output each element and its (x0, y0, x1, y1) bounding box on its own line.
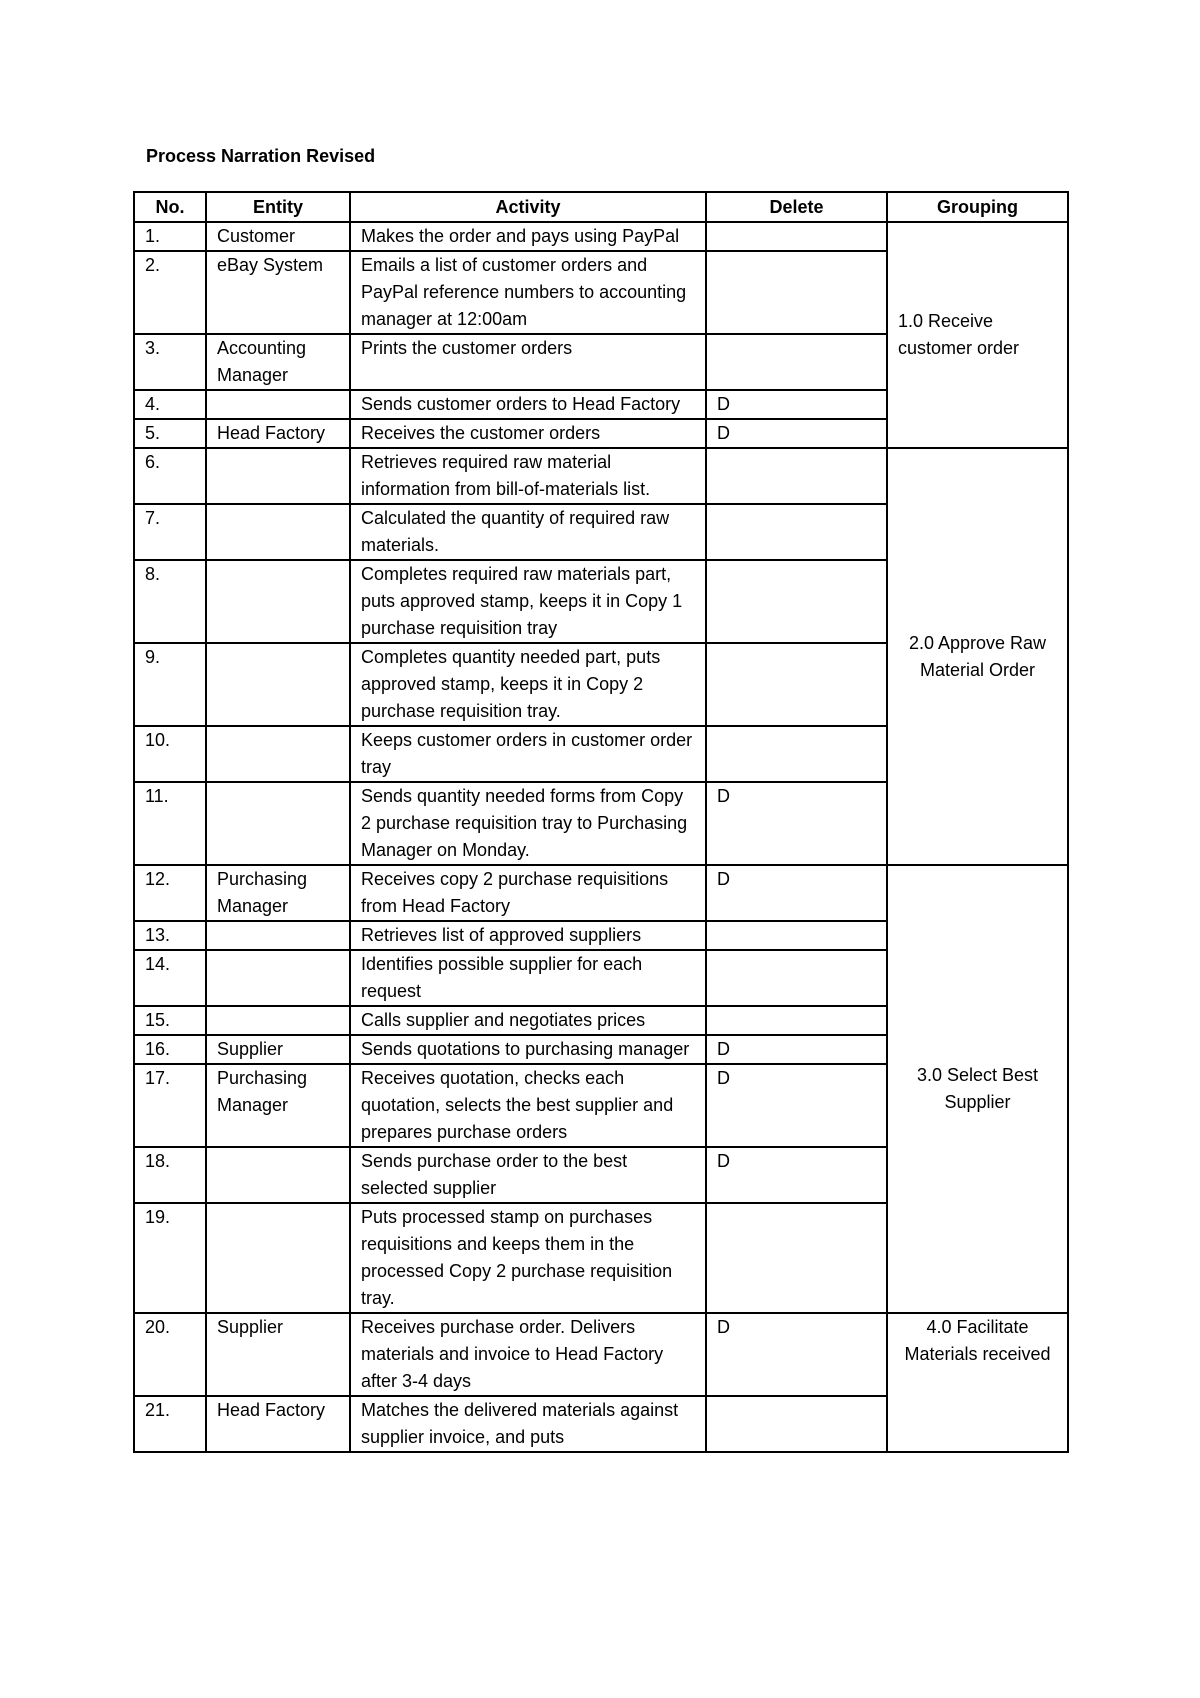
row-entity (206, 643, 350, 726)
header-entity: Entity (206, 192, 350, 222)
row-entity: Accounting Manager (206, 334, 350, 390)
row-entity: Supplier (206, 1313, 350, 1396)
row-no: 15. (134, 1006, 206, 1035)
header-activity: Activity (350, 192, 706, 222)
row-no: 10. (134, 726, 206, 782)
row-delete: D (706, 1147, 887, 1203)
row-entity: Purchasing Manager (206, 1064, 350, 1147)
row-delete: D (706, 390, 887, 419)
row-no: 11. (134, 782, 206, 865)
row-activity: Matches the delivered materials against supplier invoice, and puts (350, 1396, 706, 1452)
row-activity: Emails a list of customer orders and PayPal reference numbers to accounting manager at 12:00am (350, 251, 706, 334)
row-activity: Receives quotation, checks each quotation, selects the best supplier and prepares purchase orders (350, 1064, 706, 1147)
row-entity (206, 782, 350, 865)
row-delete: D (706, 1064, 887, 1147)
row-activity: Sends quantity needed forms from Copy 2 purchase requisition tray to Purchasing Manager on Monday. (350, 782, 706, 865)
row-no: 6. (134, 448, 206, 504)
row-delete (706, 504, 887, 560)
row-entity: Head Factory (206, 419, 350, 448)
header-no: No. (134, 192, 206, 222)
table-row (134, 1313, 1068, 1396)
row-activity: Makes the order and pays using PayPal (350, 222, 706, 251)
row-delete (706, 334, 887, 390)
row-activity: Retrieves required raw material information from bill-of-materials list. (350, 448, 706, 504)
row-no: 12. (134, 865, 206, 921)
row-delete: D (706, 1313, 887, 1396)
row-no: 16. (134, 1035, 206, 1064)
row-no: 13. (134, 921, 206, 950)
row-activity: Sends quotations to purchasing manager (350, 1035, 706, 1064)
header-delete: Delete (706, 192, 887, 222)
table-row (134, 222, 1068, 251)
process-narration-table (133, 191, 1069, 1453)
group-facilitate-materials-received: 4.0 Facilitate Materials received (887, 1313, 1068, 1452)
row-activity: Completes required raw materials part, puts approved stamp, keeps it in Copy 1 purchase requisition tray (350, 560, 706, 643)
row-no: 19. (134, 1203, 206, 1313)
row-no: 8. (134, 560, 206, 643)
row-entity (206, 921, 350, 950)
header-row (134, 192, 1068, 222)
row-no: 3. (134, 334, 206, 390)
row-activity: Identifies possible supplier for each request (350, 950, 706, 1006)
row-delete (706, 448, 887, 504)
row-entity: eBay System (206, 251, 350, 334)
row-activity: Puts processed stamp on purchases requisitions and keeps them in the processed Copy 2 purchase requisition tray. (350, 1203, 706, 1313)
row-delete (706, 950, 887, 1006)
row-entity (206, 560, 350, 643)
row-no: 20. (134, 1313, 206, 1396)
row-activity: Calculated the quantity of required raw materials. (350, 504, 706, 560)
row-activity: Receives purchase order. Delivers materials and invoice to Head Factory after 3-4 days (350, 1313, 706, 1396)
row-no: 21. (134, 1396, 206, 1452)
row-no: 4. (134, 390, 206, 419)
row-entity: Supplier (206, 1035, 350, 1064)
row-activity: Retrieves list of approved suppliers (350, 921, 706, 950)
row-entity (206, 950, 350, 1006)
row-no: 18. (134, 1147, 206, 1203)
row-activity: Receives the customer orders (350, 419, 706, 448)
row-no: 14. (134, 950, 206, 1006)
row-delete (706, 560, 887, 643)
row-delete (706, 921, 887, 950)
row-delete (706, 1006, 887, 1035)
row-entity: Customer (206, 222, 350, 251)
row-no: 17. (134, 1064, 206, 1147)
row-delete (706, 726, 887, 782)
row-entity (206, 390, 350, 419)
group-receive-customer-order: 1.0 Receive customer order (887, 222, 1068, 448)
row-delete (706, 251, 887, 334)
row-entity (206, 504, 350, 560)
group-approve-raw-material-order: 2.0 Approve Raw Material Order (887, 448, 1068, 865)
row-delete: D (706, 419, 887, 448)
row-entity (206, 1147, 350, 1203)
row-delete (706, 643, 887, 726)
row-activity: Completes quantity needed part, puts approved stamp, keeps it in Copy 2 purchase requisition tray. (350, 643, 706, 726)
row-activity: Sends purchase order to the best selected supplier (350, 1147, 706, 1203)
row-no: 1. (134, 222, 206, 251)
row-no: 5. (134, 419, 206, 448)
row-delete: D (706, 865, 887, 921)
row-entity: Head Factory (206, 1396, 350, 1452)
row-entity (206, 726, 350, 782)
header-grouping: Grouping (887, 192, 1068, 222)
row-activity: Calls supplier and negotiates prices (350, 1006, 706, 1035)
row-delete (706, 1203, 887, 1313)
row-no: 7. (134, 504, 206, 560)
table-row (134, 448, 1068, 504)
row-activity: Keeps customer orders in customer order tray (350, 726, 706, 782)
row-delete: D (706, 782, 887, 865)
row-activity: Sends customer orders to Head Factory (350, 390, 706, 419)
row-activity: Receives copy 2 purchase requisitions from Head Factory (350, 865, 706, 921)
table-row (134, 865, 1068, 921)
row-delete (706, 1396, 887, 1452)
row-no: 2. (134, 251, 206, 334)
row-entity (206, 448, 350, 504)
page-title: Process Narration Revised (146, 146, 376, 166)
row-no: 9. (134, 643, 206, 726)
row-activity: Prints the customer orders (350, 334, 706, 390)
row-delete: D (706, 1035, 887, 1064)
row-entity (206, 1006, 350, 1035)
row-entity (206, 1203, 350, 1313)
row-entity: Purchasing Manager (206, 865, 350, 921)
group-select-best-supplier: 3.0 Select Best Supplier (887, 865, 1068, 1313)
row-delete (706, 222, 887, 251)
